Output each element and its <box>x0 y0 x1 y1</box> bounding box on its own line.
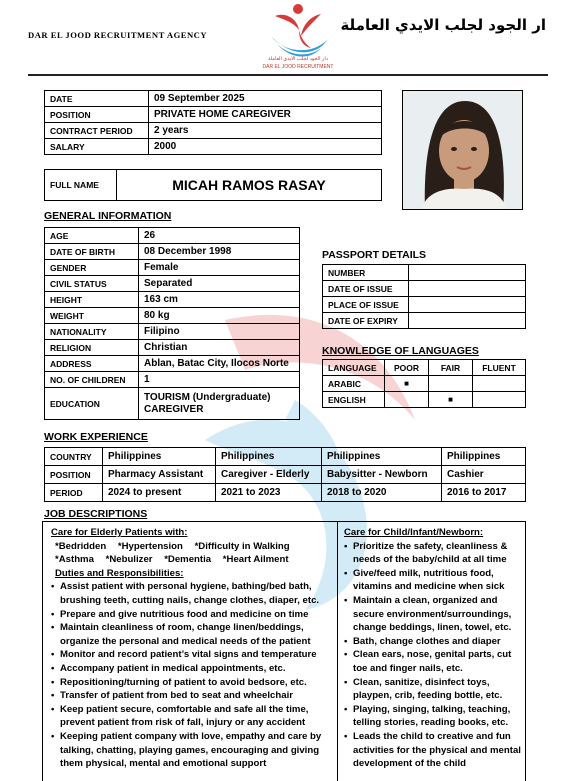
list-item: • Leads the child to creative and fun activities for the physical and mental development of the child <box>344 730 521 771</box>
lang-mark <box>473 392 526 408</box>
work-experience-title: WORK EXPERIENCE <box>44 431 148 443</box>
contract-key: DATE <box>45 91 149 107</box>
full-name-box <box>44 169 382 201</box>
info-key: AGE <box>45 228 139 244</box>
work-cell: Philippines <box>322 448 442 466</box>
passport-table <box>322 264 526 329</box>
condition-item: *Asthma <box>55 554 94 566</box>
lang-mark: ■ <box>385 376 429 392</box>
work-cell: Philippines <box>103 448 216 466</box>
list-item: • Monitor and record patient’s vital signs and temperature <box>51 648 333 662</box>
work-cell: Pharmacy Assistant <box>103 466 216 484</box>
child-duties-list <box>344 540 521 771</box>
table-row <box>323 281 526 297</box>
work-cell: Cashier <box>442 466 526 484</box>
contract-value: PRIVATE HOME CAREGIVER <box>149 107 382 123</box>
agency-name-ar: ار الجود لجلب الايدي العاملة <box>340 16 546 34</box>
lang-name: ENGLISH <box>323 392 385 408</box>
lang-mark <box>473 376 526 392</box>
contract-key: SALARY <box>45 139 149 155</box>
condition-item: *Dementia <box>164 554 212 566</box>
conditions-line-2 <box>51 553 333 567</box>
table-row <box>45 276 300 292</box>
info-value: Ablan, Batac City, Ilocos Norte <box>139 356 300 372</box>
job-descriptions-title: JOB DESCRIPTIONS <box>44 508 148 520</box>
work-cell: Philippines <box>442 448 526 466</box>
lang-header: POOR <box>385 360 429 376</box>
work-key: POSITION <box>45 466 103 484</box>
contract-value: 2 years <box>149 123 382 139</box>
table-row <box>45 260 300 276</box>
duties-heading: Duties and Responsibilities: <box>55 567 184 579</box>
list-item: • Clean ears, nose, genital parts, cut toe and finger nails, etc. <box>344 648 521 675</box>
passport-key: DATE OF ISSUE <box>323 281 409 297</box>
info-key: EDUCATION <box>45 388 139 420</box>
work-cell: Philippines <box>216 448 322 466</box>
lang-name: ARABIC <box>323 376 385 392</box>
list-item: • Playing, singing, talking, teaching, telling stories, reading books, etc. <box>344 703 521 730</box>
info-value: 26 <box>139 228 300 244</box>
table-row <box>45 292 300 308</box>
table-row <box>45 324 300 340</box>
work-cell: 2024 to present <box>103 484 216 502</box>
info-key: ADDRESS <box>45 356 139 372</box>
info-key: DATE OF BIRTH <box>45 244 139 260</box>
agency-name-en: DAR EL JOOD RECRUITMENT AGENCY <box>28 30 208 40</box>
table-row <box>45 107 382 123</box>
list-item: • Bath, change clothes and diaper <box>344 635 521 649</box>
table-row <box>323 360 526 376</box>
table-row <box>45 356 300 372</box>
passport-value <box>409 313 526 329</box>
child-care-heading: Care for Child/Infant/Newborn: <box>344 527 484 538</box>
education-value <box>139 388 300 420</box>
list-item: • Keep patient secure, comfortable and safe all the time, prevent patient from risk of fall, injury or any accident <box>51 703 333 730</box>
table-row <box>45 123 382 139</box>
education-line-1: TOURISM (Undergraduate) <box>144 391 271 403</box>
list-item: • Clean, sanitize, disinfect toys, playpen, crib, feeding bottle, etc. <box>344 676 521 703</box>
lang-header: LANGUAGE <box>323 360 385 376</box>
full-name-value: MICAH RAMOS RASAY <box>172 177 326 193</box>
condition-item: *Heart Ailment <box>222 554 289 566</box>
work-key: COUNTRY <box>45 448 103 466</box>
work-key: PERIOD <box>45 484 103 502</box>
passport-title: PASSPORT DETAILS <box>322 249 427 261</box>
table-row <box>45 484 526 502</box>
lang-mark <box>385 392 429 408</box>
elderly-care-column <box>43 522 338 781</box>
list-item: • Accompany patient in medical appointments, etc. <box>51 662 333 676</box>
applicant-photo <box>402 90 523 210</box>
logo-english-caption: DAR EL JOOD RECRUITMENT <box>262 64 334 70</box>
contract-table <box>44 90 382 155</box>
child-care-column <box>338 522 525 781</box>
info-value: Separated <box>139 276 300 292</box>
condition-item: *Difficulty in Walking <box>194 540 290 552</box>
table-row <box>45 91 382 107</box>
table-row <box>45 244 300 260</box>
passport-key: DATE OF EXPIRY <box>323 313 409 329</box>
education-line-2: CAREGIVER <box>144 403 204 415</box>
list-item: • Repositioning/turning of patient to avoid bedsore, etc. <box>51 676 333 690</box>
contract-key: CONTRACT PERIOD <box>45 123 149 139</box>
work-cell: 2016 to 2017 <box>442 484 526 502</box>
table-row <box>45 372 300 388</box>
table-row <box>45 308 300 324</box>
list-item: • Maintain cleanliness of room, change linen/beddings, organize the personal and medical needs of the patient <box>51 621 333 648</box>
condition-item: *Nebulizer <box>105 554 153 566</box>
contract-value: 2000 <box>149 139 382 155</box>
info-key: WEIGHT <box>45 308 139 324</box>
lang-header: FAIR <box>429 360 473 376</box>
table-row <box>45 228 300 244</box>
table-row <box>323 265 526 281</box>
table-row <box>45 388 300 420</box>
work-cell: 2021 to 2023 <box>216 484 322 502</box>
info-value: 80 kg <box>139 308 300 324</box>
table-row <box>323 313 526 329</box>
info-key: NATIONALITY <box>45 324 139 340</box>
logo-arabic-caption: دار الجود لجلب الايدي العاملة <box>268 56 328 62</box>
table-row <box>45 139 382 155</box>
table-row <box>323 392 526 408</box>
contract-value: 09 September 2025 <box>149 91 382 107</box>
table-row <box>45 340 300 356</box>
list-item: • Prioritize the safety, cleanliness & needs of the baby/child at all time <box>344 540 521 567</box>
info-value: 08 December 1998 <box>139 244 300 260</box>
lang-mark <box>429 376 473 392</box>
job-descriptions-box <box>42 521 526 781</box>
work-cell: 2018 to 2020 <box>322 484 442 502</box>
info-value: 163 cm <box>139 292 300 308</box>
list-item: • Keeping patient company with love, empathy and care by talking, chatting, playing games, encouraging and giving them physical, mental and emotional support <box>51 730 333 771</box>
header-divider <box>28 74 548 76</box>
info-value: Female <box>139 260 300 276</box>
passport-value <box>409 281 526 297</box>
work-experience-table <box>44 447 526 502</box>
contract-key: POSITION <box>45 107 149 123</box>
elderly-duties-list <box>51 580 333 770</box>
table-row <box>323 376 526 392</box>
list-item: • Give/feed milk, nutritious food, vitamins and medicine when sick <box>344 567 521 594</box>
list-item: • Assist patient with personal hygiene, bathing/bed bath, brushing teeth, cutting nails, change clothes, diaper, etc. <box>51 580 333 607</box>
condition-item: *Hypertension <box>117 540 183 552</box>
table-row <box>45 466 526 484</box>
work-cell: Babysitter - Newborn <box>322 466 442 484</box>
languages-title: KNOWLEDGE OF LANGUAGES <box>322 345 479 357</box>
info-value: 1 <box>139 372 300 388</box>
list-item: • Prepare and give nutritious food and medicine on time <box>51 608 333 622</box>
general-info-title: GENERAL INFORMATION <box>44 210 172 222</box>
info-key: HEIGHT <box>45 292 139 308</box>
work-cell: Caregiver - Elderly <box>216 466 322 484</box>
passport-key: NUMBER <box>323 265 409 281</box>
table-row <box>323 297 526 313</box>
list-item: • Maintain a clean, organized and secure environment/surroundings, change beddings, linen, towel, etc. <box>344 594 521 635</box>
info-value: Filipino <box>139 324 300 340</box>
info-key: CIVIL STATUS <box>45 276 139 292</box>
info-value: Christian <box>139 340 300 356</box>
lang-mark: ■ <box>429 392 473 408</box>
passport-value <box>409 265 526 281</box>
info-key: NO. OF CHILDREN <box>45 372 139 388</box>
full-name-label: FULL NAME <box>45 170 117 200</box>
conditions-line-1 <box>51 540 333 554</box>
elderly-care-heading: Care for Elderly Patients with: <box>51 527 188 538</box>
lang-header: FLUENT <box>473 360 526 376</box>
general-info-table <box>44 227 300 420</box>
languages-table <box>322 359 526 408</box>
info-key: RELIGION <box>45 340 139 356</box>
passport-value <box>409 297 526 313</box>
passport-key: PLACE OF ISSUE <box>323 297 409 313</box>
info-key: GENDER <box>45 260 139 276</box>
list-item: • Transfer of patient from bed to seat and wheelchair <box>51 689 333 703</box>
condition-item: *Bedridden <box>55 540 107 552</box>
table-row <box>45 448 526 466</box>
portrait-icon <box>403 91 523 210</box>
